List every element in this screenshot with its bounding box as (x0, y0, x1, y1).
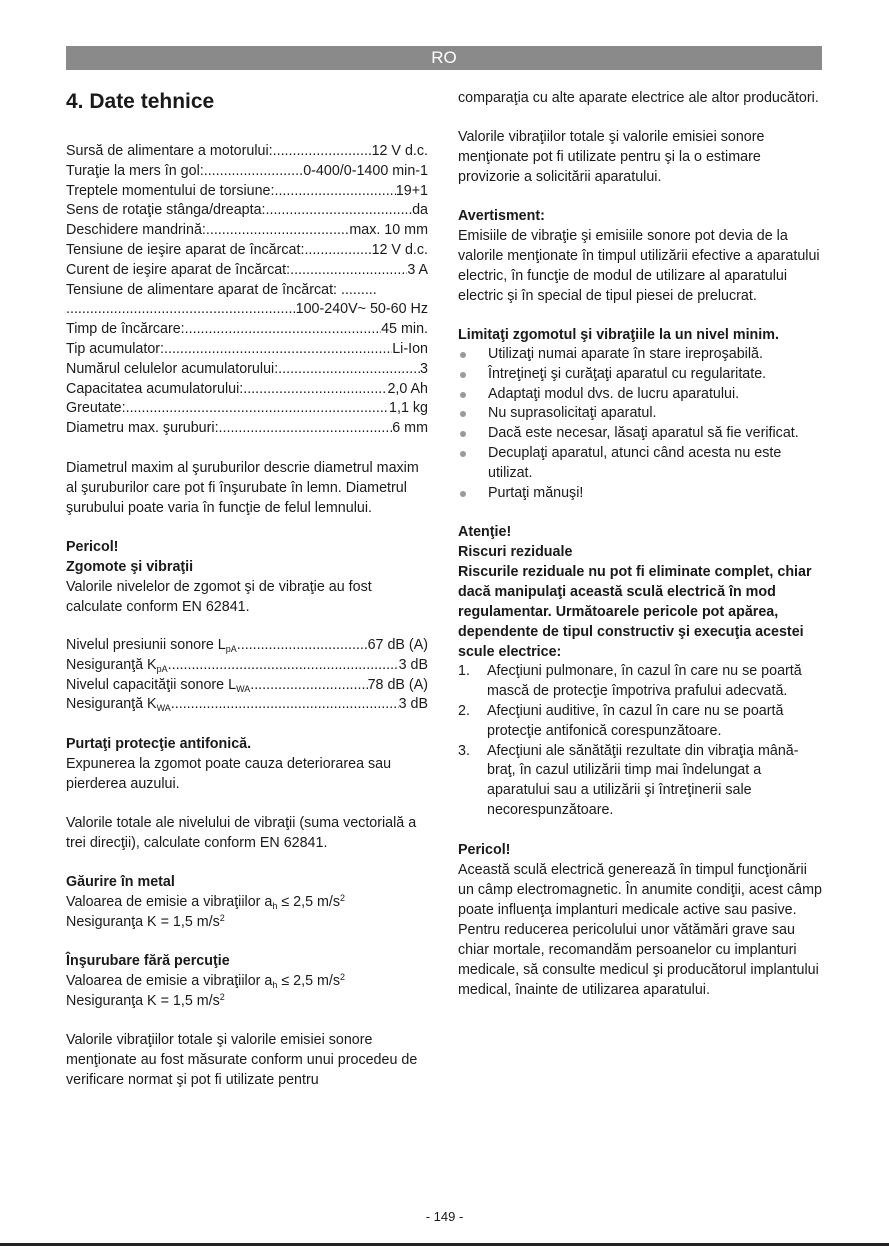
spec-row: Sens de rotaţie stânga/dreapta: ..... da (66, 201, 428, 221)
spec-row: Capacitatea acumulatorului: ..... 2,0 Ah (66, 380, 428, 400)
drilling-emission: Valoarea de emisie a vibraţiilor $a_h \le 2,5$ $m/s^2$ (66, 893, 346, 912)
noise-text: Valorile nivelelor de zgomot şi de vibraţie au fost calculate conform EN 62841. (66, 578, 372, 615)
spec-row: Sursă de alimentare a motorului: ..... 12 V d.c. (66, 142, 428, 162)
spec-row: Tip acumulator: ..... Li-Ion (66, 340, 428, 360)
noise-heading: Zgomote şi vibraţii (66, 558, 194, 575)
language-label: RO (431, 48, 457, 67)
screwing-uncertainty: Nesiguranţa K = 1,5 $m/s^2$ (66, 992, 225, 1010)
protection-text: Expunerea la zgomot poate cauza deteriorarea sau pierderea auzului. (66, 756, 392, 793)
danger-heading: Pericol! (66, 538, 119, 555)
noise-row: Nivelul capacităţii sonore $L_{WA}$ ..... 78 dB (A) (66, 676, 428, 696)
right-column (458, 88, 824, 1000)
spec-list (66, 142, 428, 439)
spec-row: Curent de ieşire aparat de încărcat: ..... 3 A (66, 261, 428, 281)
spec-row: Numărul celulelor acumulatorului: ..... 3 (66, 360, 428, 380)
danger-heading-right: Pericol! (458, 841, 511, 858)
list-item: Dacă este necesar, lăsaţi aparatul să fie verificat. (458, 424, 824, 444)
vibration-total-text: Valorile totale ale nivelului de vibraţii (suma vectorială a trei direcţii), calculate conform EN 62841. (66, 815, 417, 852)
diameter-note: Diametrul maxim al şuruburilor descrie diametrul maxim al şuruburilor care pot fi înşurubate în lemn. Diametrul şurubului poate varia în funcţie de felul lemnului. (66, 459, 419, 516)
list-item: 1. Afecţiuni pulmonare, în cazul în care nu se poartă mască de protecţie împotriva prafului adecvată. (458, 663, 802, 700)
limit-list (458, 345, 824, 503)
bottom-rule (0, 1243, 889, 1246)
noise-row: Nivelul presiunii sonore $L_{pA}$ ..... 67 dB (A) (66, 636, 428, 656)
residual-heading: Riscuri reziduale (458, 544, 573, 561)
list-item: Purtaţi mănuşi! (458, 484, 824, 504)
spec-row: Treptele momentului de torsiune: ..... 19+1 (66, 182, 428, 202)
noise-row: Nesiguranţă $K_{pA}$ ..... 3 dB (66, 656, 428, 676)
list-item: Nu suprasolicitaţi aparatul. (458, 404, 824, 424)
list-item: Decuplaţi aparatul, atunci când acesta nu este utilizat. (458, 444, 824, 484)
warning-text: Emisiile de vibraţie şi emisiile sonore pot devia de la valorile menţionate în timpul utilizării efective a aparatului electric, în funcţie de modul de utilizare al aparatului electric şi în special de tipul piesei de prelucrat. (458, 228, 820, 304)
drilling-heading: Găurire în metal (66, 874, 175, 891)
spec-row: Diametru max. şuruburi: ..... 6 mm (66, 419, 428, 439)
comparison-text: comparaţia cu alte aparate electrice ale altor producători. (458, 90, 819, 106)
list-item: 3. Afecţiuni ale sănătăţii rezultate din vibraţia mână-braţ, în cazul utilizării timp mai îndelungat a aparatului sau a utilizării şi întreţinerii sale necorespunzătoare. (458, 742, 799, 818)
estimate-text: Valorile vibraţiilor totale şi valorile emisiei sonore menţionate pot fi utilizate pentru şi la o estimare provizorie a solicitării aparatului. (458, 129, 765, 185)
spec-row: Greutate: ..... 1,1 kg (66, 399, 428, 419)
page-number: - 149 - (425, 1209, 464, 1224)
protection-heading: Purtaţi protecţie antifonică. (66, 736, 252, 753)
left-column (66, 88, 428, 1090)
danger-text: Această sculă electrică generează în timpul funcţionării un câmp electromagnetic. În anumite condiţii, acest câmp poate influenţa implanturi medicale active sau pasive. Pentru reducerea pericolului unor vătămări grave sau chiar mortale, recomandăm persoanelor cu implanturi medicale, să consulte medicul şi producătorul implantului medical, înainte de utilizarea aparatului. (458, 861, 822, 998)
section-title: 4. Date tehnice (66, 90, 215, 113)
spec-row: Tensiune de ieşire aparat de încărcat: ..... 12 V d.c. (66, 241, 428, 261)
attention-heading: Atenţie! (458, 524, 512, 541)
residual-list (458, 662, 824, 820)
screwing-emission: Valoarea de emisie a vibraţiilor $a_h \le 2,5$ $m/s^2$ (66, 972, 346, 991)
vibration-measured-text: Valorile vibraţiilor totale şi valorile emisiei sonore menţionate au fost măsurate conform unui procedeu de verificare normat şi pot fi utilizate pentru (66, 1032, 418, 1089)
list-item: Întreţineţi şi curăţaţi aparatul cu regularitate. (458, 365, 824, 385)
noise-row: Nesiguranţă $K_{WA}$ ..... 3 dB (66, 695, 428, 715)
list-item: Utilizaţi numai aparate în stare ireproşabilă. (458, 345, 824, 365)
spec-row: Timp de încărcare: ..... 45 min. (66, 320, 428, 340)
language-header-bar (66, 46, 822, 70)
drilling-uncertainty: Nesiguranţa K = 1,5 $m/s^2$ (66, 913, 225, 931)
spec-row: ..... 100-240V~ 50-60 Hz (66, 300, 428, 320)
spec-row: Turaţie la mers în gol: ..... 0-400/0-1400 min-1 (66, 162, 428, 182)
noise-values (66, 636, 428, 715)
spec-row: Tensiune de alimentare aparat de încărcat: ......... (66, 281, 377, 298)
screwing-heading: Înşurubare fără percuţie (66, 953, 230, 970)
residual-intro: Riscurile reziduale nu pot fi eliminate complet, chiar dacă manipulaţi această sculă electrică în mod regulamentar. Următoarele pericole pot apărea, dependente de tipul constructiv şi execuţia acestei scule electrice: (458, 564, 812, 661)
list-item: 2. Afecţiuni auditive, în cazul în care nu se poartă protecţie antifonică corespunzătoare. (458, 702, 784, 739)
spec-row: Deschidere mandrină: ..... max. 10 mm (66, 221, 428, 241)
list-item: Adaptaţi modul dvs. de lucru aparatului. (458, 385, 824, 405)
warning-heading: Avertisment: (458, 208, 545, 224)
limit-heading: Limitaţi zgomotul şi vibraţiile la un nivel minim. (458, 327, 779, 343)
